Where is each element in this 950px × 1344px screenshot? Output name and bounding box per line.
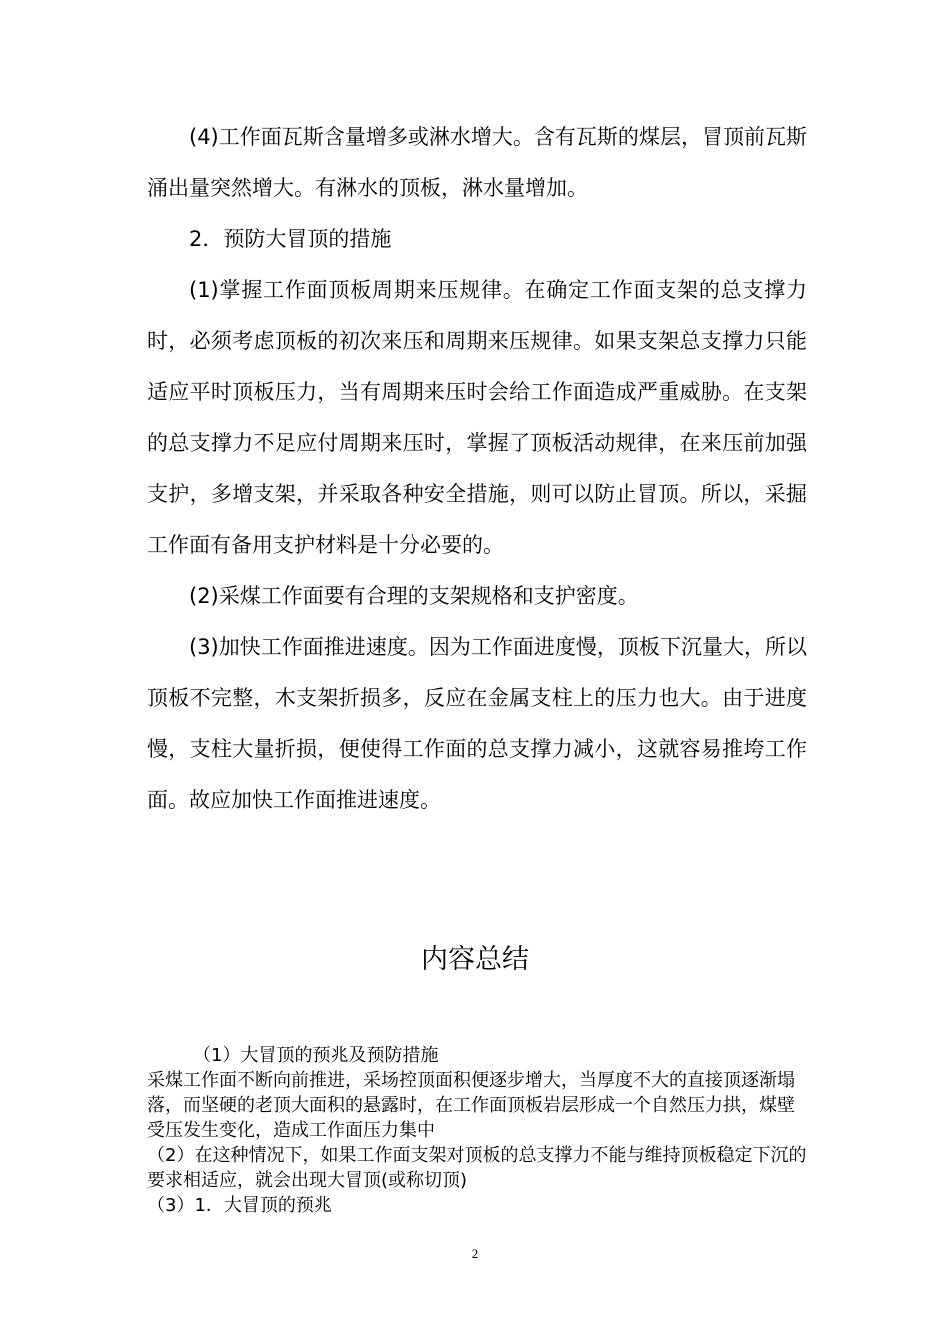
summary-item-2: （2）在这种情况下，如果工作面支架对顶板的总支撑力不能与维持顶板稳定下沉的要求相适应，就会出现大冒顶(或称切顶) bbox=[147, 1145, 807, 1191]
summary-item-1-text: 采煤工作面不断向前推进，采场控顶面积便逐步增大，当厚度不大的直接顶逐渐塌落，而坚硬的老顶大面积的悬露时，在工作面顶板岩层形成一个自然压力拱，煤壁受压发生变化，造成工作面压力集中 bbox=[147, 1070, 795, 1141]
page-number: 2 bbox=[471, 1246, 479, 1261]
summary-item-1-heading: （1）大冒顶的预兆及预防措施 bbox=[193, 1045, 439, 1066]
paragraph-gas-water: (4)工作面瓦斯含量增多或淋水增大。含有瓦斯的煤层，冒顶前瓦斯涌出量突然增大。有淋水的顶板，淋水量增加。 bbox=[147, 125, 807, 200]
summary-section bbox=[147, 1043, 807, 1218]
summary-title: 内容总结 bbox=[421, 944, 529, 975]
paragraph-support-density: (2)采煤工作面要有合理的支架规格和支护密度。 bbox=[189, 584, 639, 608]
paragraph-advance-speed: (3)加快工作面推进速度。因为工作面进度慢，顶板下沉量大，所以顶板不完整，木支架折损多，反应在金属支柱上的压力也大。由于进度慢，支柱大量折损，便使得工作面的总支撑力减小，这就容易推垮工作面。故应加快工作面推进速度。 bbox=[147, 635, 807, 812]
body-section bbox=[147, 112, 807, 826]
paragraph-periodic-pressure: (1)掌握工作面顶板周期来压规律。在确定工作面支架的总支撑力时，必须考虑顶板的初次来压和周期来压规律。如果支架总支撑力只能适应平时顶板压力，当有周期来压时会给工作面造成严重威胁。在支架的总支撑力不足应付周期来压时，掌握了顶板活动规律，在来压前加强支护，多增支架，并采取各种安全措施，则可以防止冒顶。所以，采掘工作面有备用支护材料是十分必要的。 bbox=[147, 278, 807, 557]
summary-item-3: （3）1．大冒顶的预兆 bbox=[147, 1195, 332, 1216]
section-heading-prevention: 2．预防大冒顶的措施 bbox=[189, 227, 392, 251]
